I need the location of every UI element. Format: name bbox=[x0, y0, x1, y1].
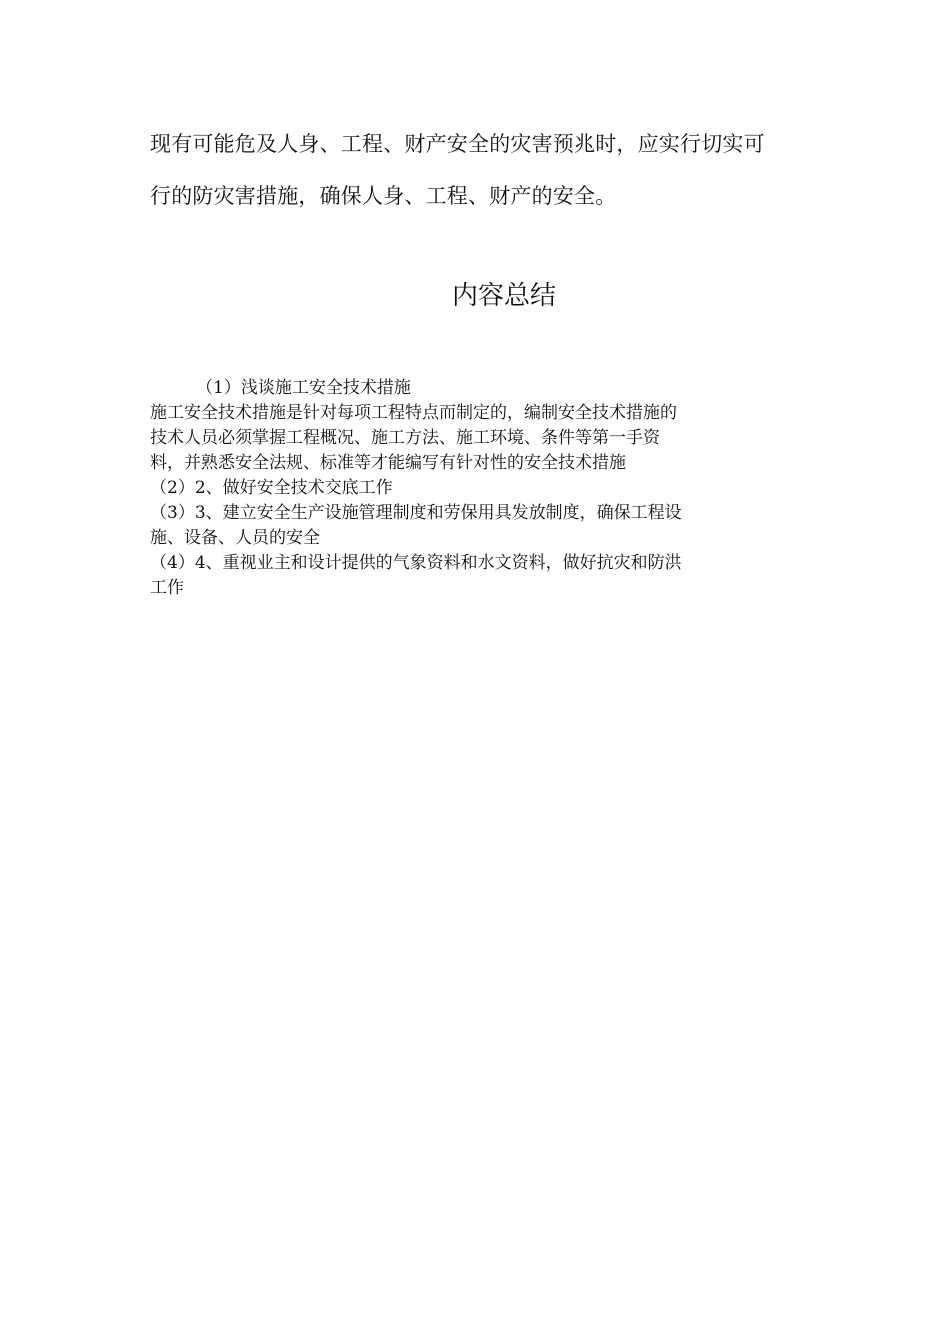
summary-item: （3）3、建立安全生产设施管理制度和劳保用具发放制度，确保工程设 bbox=[150, 503, 682, 523]
paragraph-line: 行的防灾害措施，确保人身、工程、财产的安全。 bbox=[150, 184, 617, 208]
summary-line: 工作 bbox=[150, 578, 184, 598]
paragraph-line: 现有可能危及人身、工程、财产安全的灾害预兆时，应实行切实可 bbox=[150, 132, 765, 156]
summary-item: （2）2、做好安全技术交底工作 bbox=[150, 478, 393, 498]
summary-line: 施工安全技术措施是针对每项工程特点而制定的，编制安全技术措施的 bbox=[150, 403, 677, 423]
summary-item-heading: （1）浅谈施工安全技术措施 bbox=[196, 378, 411, 398]
summary-body bbox=[150, 376, 800, 601]
summary-title: 内容总结 bbox=[451, 281, 556, 311]
summary-item: （4）4、重视业主和设计提供的气象资料和水文资料，做好抗灾和防洪 bbox=[150, 553, 682, 573]
summary-line: 料，并熟悉安全法规、标准等才能编写有针对性的安全技术措施 bbox=[150, 453, 626, 473]
summary-line: 技术人员必须掌握工程概况、施工方法、施工环境、条件等第一手资 bbox=[150, 428, 660, 448]
body-paragraph bbox=[150, 118, 810, 222]
summary-line: 施、设备、人员的安全 bbox=[150, 528, 320, 548]
